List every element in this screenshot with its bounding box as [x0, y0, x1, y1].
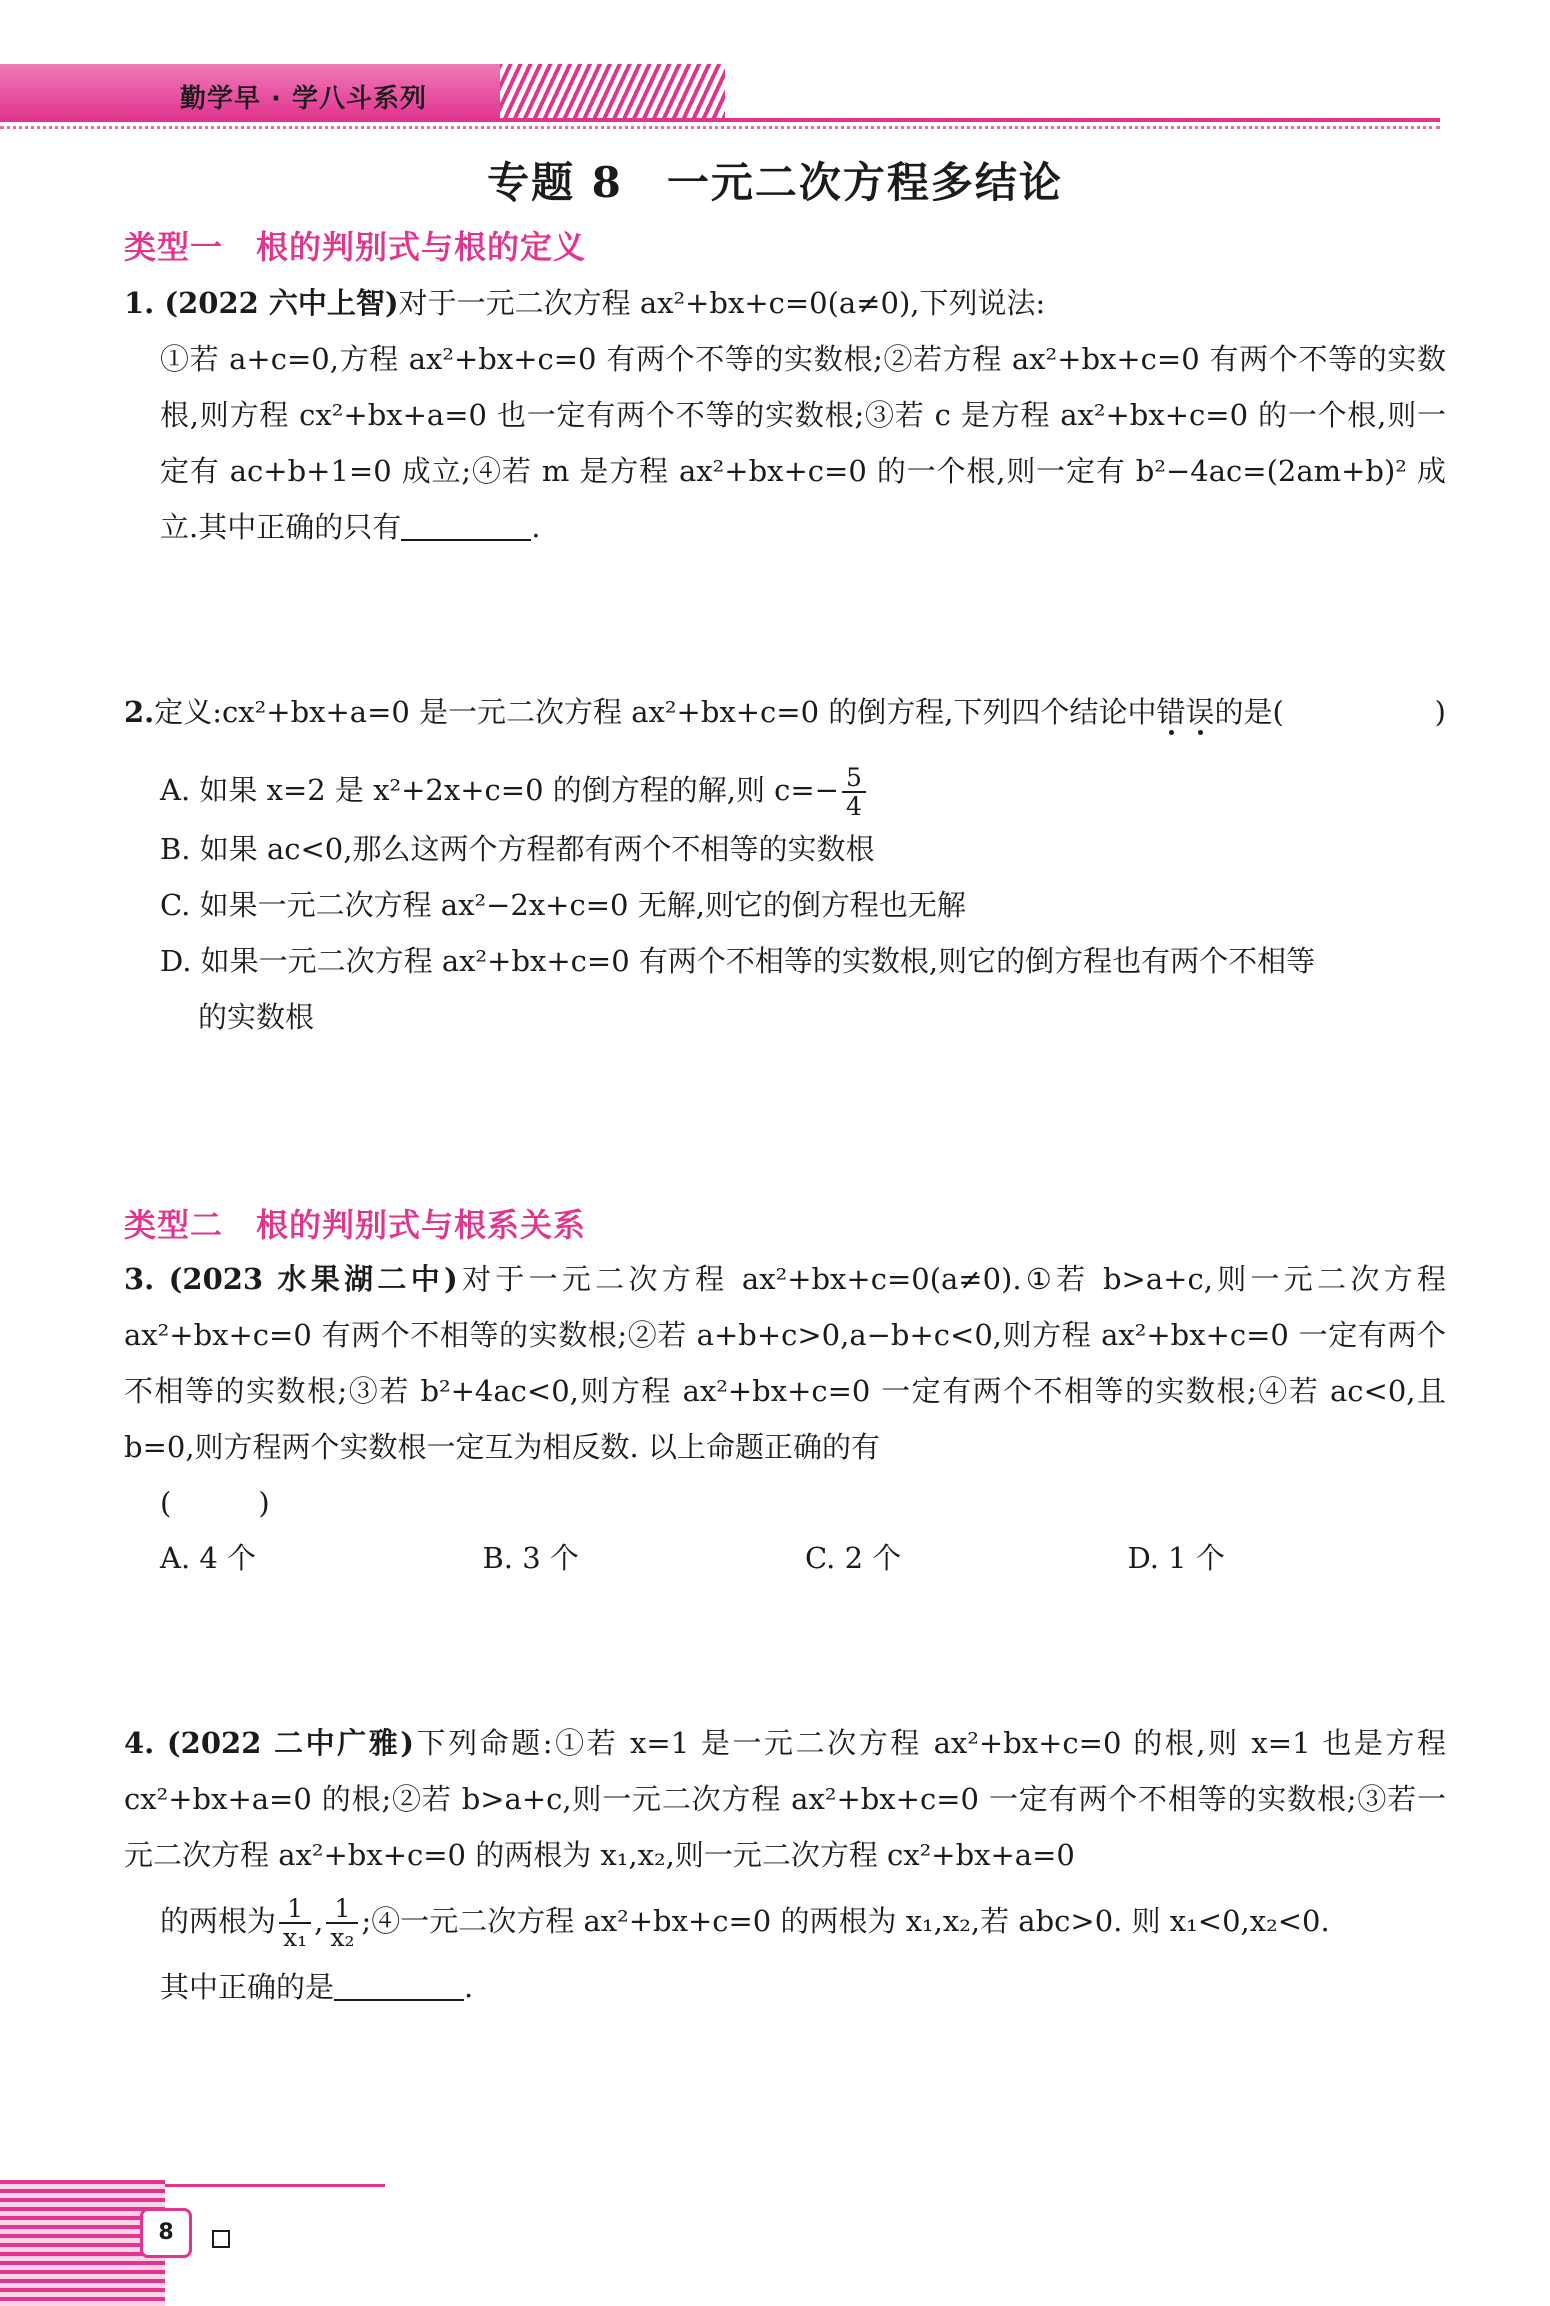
option-d[interactable]: D. 如果一元二次方程 ax²+bx+c=0 有两个不相等的实数根,则它的倒方程也有两个不相等: [160, 943, 1316, 978]
fraction: $\frac{1}{\text{x₁}}$: [279, 1895, 311, 1952]
header-dotted-rule: [0, 126, 1440, 129]
option-a[interactable]: A. 4 个: [160, 1541, 257, 1575]
answer-blank[interactable]: [334, 1969, 464, 2001]
option-b[interactable]: B. 如果 ac<0,那么这两个方程都有两个不相等的实数根: [160, 831, 875, 866]
question-number: 1. (2022 六中上智): [124, 286, 399, 320]
header-stripes: [500, 64, 725, 120]
question-1: 1. (2022 六中上智)对于一元二次方程 ax²+bx+c=0(a≠0),下列说法: ①若 a+c=0,方程 ax²+bx+c=0 有两个不等的实数根;②若方程 ax²+bx+c=0 有两个不等的实数根,则方程 cx²+bx+a=0 也一定有两个不等的实数根;③若 c 是方程 ax²+bx+c=0 的一个根,则一定有 ac+b+1=0 成立;④若 m 是方程 ax²+bx+c=0 的一个根,则一定有 b²−4ac=(2am+b)² 成立.其中正确的只有 .: [124, 286, 1446, 544]
option-d-continued: 的实数根: [198, 999, 315, 1034]
series-label: 勤学早 · 学八斗系列: [180, 84, 427, 114]
footer-rule: [165, 2184, 385, 2187]
option-c[interactable]: C. 如果一元二次方程 ax²−2x+c=0 无解,则它的倒方程也无解: [160, 887, 966, 922]
answer-paren[interactable]: ( ): [160, 1486, 270, 1520]
question-body: 下列命题:①若 x=1 是一元二次方程 ax²+bx+c=0 的根,则 x=1 也是方程 cx²+bx+a=0 的根;②若 b>a+c,则一元二次方程 ax²+bx+c=0 一定有两个不相等的实数根;③若一元二次方程 ax²+bx+c=0 的两根为 x₁,x₂,则一元二次方程 cx²+bx+a=0: [124, 1726, 1446, 1872]
question-number: 3. (2023 水果湖二中): [124, 1262, 458, 1296]
question-3: [124, 1251, 1446, 1531]
page-number: 8: [140, 2208, 192, 2258]
section-heading-2: 类型二 根的判别式与根系关系: [124, 1206, 587, 1244]
square-icon: [212, 2230, 230, 2248]
section-heading-1: 类型一 根的判别式与根的定义: [124, 228, 587, 266]
emphasis-char: 误: [1185, 695, 1215, 729]
question-4: 4. (2022 二中广雅)下列命题:①若 x=1 是一元二次方程 ax²+bx+c=0 的根,则 x=1 也是方程 cx²+bx+a=0 的根;②若 b>a+c,则一元二次方程 ax²+bx+c=0 一定有两个不相等的实数根;③若一元二次方程 ax²+bx+c=0 的两根为 x₁,x₂,则一元二次方程 cx²+bx+a=0 的两根为 $\frac{1}{\text{x₁}}$ , $\frac{1}{\text{x₂}}$ ;④一元二次方程 ax²+bx+c=0 的两根为 x₁,x₂,若 abc>0. 则 x₁<0,x₂<0. 其中正确的是 .: [124, 1726, 1446, 2004]
emphasis-char: 错: [1156, 695, 1186, 729]
question-number: 2.: [124, 695, 155, 729]
question-body: ①若 a+c=0,方程 ax²+bx+c=0 有两个不等的实数根;②若方程 ax²+bx+c=0 有两个不等的实数根,则方程 cx²+bx+a=0 也一定有两个不等的实数根;③若 c 是方程 ax²+bx+c=0 的一个根,则一定有 ac+b+1=0 成立;④若 m 是方程 ax²+bx+c=0 的一个根,则一定有 b²−4ac=(2am+b)² 成立.其中正确的只有: [160, 342, 1446, 544]
fraction: $\frac{5}{4}$: [842, 764, 866, 821]
option-a[interactable]: A. 如果 x=2 是 x²+2x+c=0 的倒方程的解,则 c=− $\frac{5}{4}$: [160, 762, 1450, 821]
question-2-options: [160, 762, 1450, 1045]
question-number: 4. (2022 二中广雅): [124, 1726, 414, 1760]
option-c[interactable]: C. 2 个: [805, 1541, 902, 1575]
fraction: $\frac{1}{\text{x₂}}$: [326, 1895, 358, 1952]
answer-blank[interactable]: [401, 509, 531, 541]
question-intro: 对于一元二次方程 ax²+bx+c=0(a≠0),下列说法:: [398, 286, 1046, 320]
question-2: 2.定义:cx²+bx+a=0 是一元二次方程 ax²+bx+c=0 的倒方程,下列四个结论中错误的是( ): [124, 684, 1446, 740]
question-3-options: [160, 1530, 1450, 1586]
option-d[interactable]: D. 1 个: [1127, 1541, 1225, 1575]
question-body: 对于一元二次方程 ax²+bx+c=0(a≠0).①若 b>a+c,则一元二次方程 ax²+bx+c=0 有两个不相等的实数根;②若 a+b+c>0,a−b+c<0,则方程 ax²+bx+c=0 一定有两个不相等的实数根;③若 b²+4ac<0,则方程 ax²+bx+c=0 一定有两个不相等的实数根;④若 ac<0,且 b=0,则方程两个实数根一定互为相反数. 以上命题正确的有: [124, 1262, 1446, 1464]
page-title: 专题 8 一元二次方程多结论: [487, 158, 1063, 207]
option-b[interactable]: B. 3 个: [482, 1541, 579, 1575]
question-stem: 定义:cx²+bx+a=0 是一元二次方程 ax²+bx+c=0 的倒方程,下列四个结论中: [154, 695, 1157, 729]
answer-paren-close: ): [1434, 695, 1446, 729]
header-rule: [0, 118, 1440, 122]
